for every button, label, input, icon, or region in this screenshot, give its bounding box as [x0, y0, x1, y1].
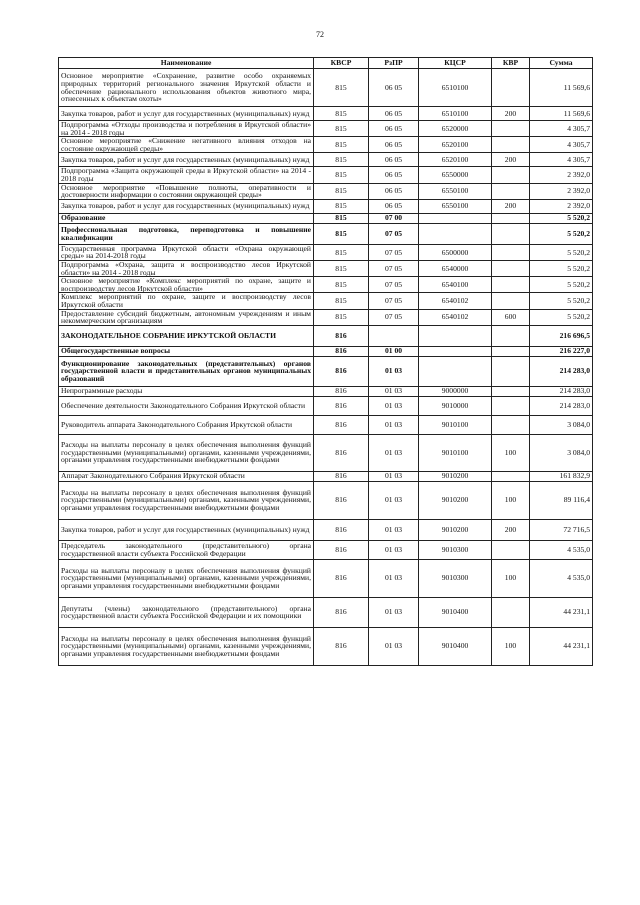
cell-kcsr: 9010400: [419, 627, 492, 665]
cell-kcsr: 9010300: [419, 540, 492, 559]
cell-sum: 5 520,2: [530, 213, 593, 223]
table-row: [59, 69, 593, 107]
cell-kcsr: 9010400: [419, 597, 492, 627]
cell-sum: 161 832,9: [530, 471, 593, 481]
cell-name: Профессиональная подготовка, переподготовка и повышение квалификации: [59, 223, 314, 244]
cell-kvsr: 816: [314, 627, 369, 665]
cell-kvsr: 816: [314, 415, 369, 434]
cell-name: ЗАКОНОДАТЕЛЬНОЕ СОБРАНИЕ ИРКУТСКОЙ ОБЛАСТИ: [59, 325, 314, 346]
cell-rzpr: 01 03: [369, 396, 419, 415]
table-row: [59, 260, 593, 276]
cell-name: Основное мероприятие «Снижение негативного влияния отходов на состояние окружающей среды»: [59, 137, 314, 153]
cell-kvsr: 816: [314, 346, 369, 356]
cell-kvr: [492, 213, 530, 223]
cell-kcsr: 6520100: [419, 153, 492, 167]
table-row: [59, 627, 593, 665]
cell-rzpr: 01 03: [369, 519, 419, 540]
cell-kvr: [492, 325, 530, 346]
cell-name: Расходы на выплаты персоналу в целях обеспечения выполнения функций государственными (муниципальными) органами, казенными учреждениями, органами управления государственными внебюджетными фондами: [59, 627, 314, 665]
cell-kcsr: 6510100: [419, 69, 492, 107]
cell-sum: 214 283,0: [530, 396, 593, 415]
cell-name: Аппарат Законодательного Собрания Иркутской области: [59, 471, 314, 481]
cell-rzpr: 06 05: [369, 69, 419, 107]
header-kcsr: КЦСР: [419, 58, 492, 69]
cell-kvr: 200: [492, 153, 530, 167]
cell-kcsr: [419, 346, 492, 356]
cell-sum: 5 520,2: [530, 277, 593, 293]
cell-kcsr: 6540102: [419, 293, 492, 309]
cell-kvr: 600: [492, 309, 530, 325]
cell-rzpr: 01 03: [369, 481, 419, 519]
cell-name: Расходы на выплаты персоналу в целях обеспечения выполнения функций государственными (муниципальными) органами, казенными учреждениями, органами управления государственными внебюджетными фондами: [59, 481, 314, 519]
cell-name: Обеспечение деятельности Законодательного Собрания Иркутской области: [59, 396, 314, 415]
cell-name: Предоставление субсидий бюджетным, автономным учреждениям и иным некоммерческим организациям: [59, 309, 314, 325]
cell-kcsr: 9010300: [419, 559, 492, 597]
header-name: Наименование: [59, 58, 314, 69]
cell-kcsr: 6540102: [419, 309, 492, 325]
cell-kvsr: 815: [314, 153, 369, 167]
cell-name: Государственная программа Иркутской области «Охрана окружающей среды» на 2014-2018 годы: [59, 244, 314, 260]
cell-kvsr: 816: [314, 325, 369, 346]
cell-rzpr: 07 05: [369, 223, 419, 244]
table-row: [59, 325, 593, 346]
cell-kcsr: 9010100: [419, 415, 492, 434]
cell-rzpr: 01 03: [369, 415, 419, 434]
cell-sum: 11 569,6: [530, 107, 593, 121]
cell-kvsr: 815: [314, 223, 369, 244]
cell-kvsr: 815: [314, 213, 369, 223]
cell-kcsr: [419, 223, 492, 244]
cell-kcsr: 6520000: [419, 121, 492, 137]
cell-sum: 3 084,0: [530, 434, 593, 471]
table-row: [59, 519, 593, 540]
cell-kvr: 100: [492, 481, 530, 519]
cell-rzpr: 01 03: [369, 540, 419, 559]
cell-name: Образование: [59, 213, 314, 223]
cell-kcsr: [419, 325, 492, 346]
cell-rzpr: 06 05: [369, 199, 419, 213]
page-number: 72: [316, 30, 324, 39]
cell-kvsr: 816: [314, 434, 369, 471]
cell-name: Основное мероприятие «Сохранение, развитие особо охраняемых природных территорий регионального значения Иркутской области и обеспечение рационального использования объектов животного мира, отнесенных к объектам охоты»: [59, 69, 314, 107]
table-row: [59, 223, 593, 244]
cell-kcsr: 9010200: [419, 471, 492, 481]
cell-kcsr: 6550000: [419, 167, 492, 183]
cell-sum: 4 305,7: [530, 137, 593, 153]
cell-rzpr: 07 05: [369, 260, 419, 276]
cell-kvr: [492, 69, 530, 107]
cell-kvr: 100: [492, 627, 530, 665]
cell-name: Подпрограмма «Защита окружающей среды в Иркутской области» на 2014 - 2018 годы: [59, 167, 314, 183]
cell-kvsr: 815: [314, 69, 369, 107]
cell-kcsr: 9010000: [419, 396, 492, 415]
cell-kcsr: 9010200: [419, 519, 492, 540]
cell-sum: 11 569,6: [530, 69, 593, 107]
table-body: [59, 69, 593, 666]
cell-sum: 216 696,5: [530, 325, 593, 346]
table-row: [59, 199, 593, 213]
cell-kvr: 200: [492, 199, 530, 213]
cell-kvr: [492, 223, 530, 244]
cell-kcsr: 6540000: [419, 260, 492, 276]
table-row: [59, 356, 593, 386]
cell-rzpr: 07 05: [369, 293, 419, 309]
cell-kcsr: 6540100: [419, 277, 492, 293]
cell-kvsr: 815: [314, 137, 369, 153]
cell-kvsr: 816: [314, 386, 369, 396]
table-row: [59, 183, 593, 199]
cell-sum: 5 520,2: [530, 244, 593, 260]
cell-name: Расходы на выплаты персоналу в целях обеспечения выполнения функций государственными (муниципальными) органами, казенными учреждениями, органами управления государственными внебюджетными фондами: [59, 559, 314, 597]
cell-kvsr: 815: [314, 199, 369, 213]
cell-name: Комплекс мероприятий по охране, защите и воспроизводству лесов Иркутской области: [59, 293, 314, 309]
cell-name: Функционирование законодательных (представительных) органов государственной власти и представительных органов муниципальных образований: [59, 356, 314, 386]
cell-kvsr: 816: [314, 540, 369, 559]
table-row: [59, 137, 593, 153]
table-row: [59, 293, 593, 309]
cell-kvr: 100: [492, 434, 530, 471]
cell-name: Закупка товаров, работ и услуг для государственных (муниципальных) нужд: [59, 153, 314, 167]
cell-kvr: [492, 277, 530, 293]
cell-rzpr: 01 03: [369, 627, 419, 665]
cell-rzpr: [369, 325, 419, 346]
cell-rzpr: 07 05: [369, 244, 419, 260]
cell-name: Подпрограмма «Охрана, защита и воспроизводство лесов Иркутской области» на 2014 - 2018 годы: [59, 260, 314, 276]
cell-kvr: [492, 244, 530, 260]
cell-sum: 5 520,2: [530, 223, 593, 244]
table-row: [59, 153, 593, 167]
header-kvr: КВР: [492, 58, 530, 69]
cell-rzpr: 07 05: [369, 309, 419, 325]
cell-kvr: [492, 386, 530, 396]
cell-sum: 4 305,7: [530, 153, 593, 167]
cell-kcsr: [419, 356, 492, 386]
cell-kcsr: 9010100: [419, 434, 492, 471]
cell-rzpr: 07 05: [369, 277, 419, 293]
cell-kcsr: 9000000: [419, 386, 492, 396]
cell-sum: 216 227,0: [530, 346, 593, 356]
cell-rzpr: 06 05: [369, 121, 419, 137]
cell-kvsr: 816: [314, 559, 369, 597]
cell-kvr: 200: [492, 107, 530, 121]
cell-name: Основное мероприятие «Повышение полноты, оперативности и достоверности информации о состоянии окружающей среды»: [59, 183, 314, 199]
cell-rzpr: 01 03: [369, 559, 419, 597]
header-kvsr: КВСР: [314, 58, 369, 69]
cell-kvsr: 816: [314, 471, 369, 481]
table-row: [59, 386, 593, 396]
cell-name: Закупка товаров, работ и услуг для государственных (муниципальных) нужд: [59, 519, 314, 540]
table-row: [59, 540, 593, 559]
cell-kvsr: 815: [314, 277, 369, 293]
cell-name: Общегосударственные вопросы: [59, 346, 314, 356]
cell-name: Расходы на выплаты персоналу в целях обеспечения выполнения функций государственными (муниципальными) органами, казенными учреждениями, органами управления государственными внебюджетными фондами: [59, 434, 314, 471]
cell-kvr: [492, 597, 530, 627]
cell-rzpr: 06 05: [369, 167, 419, 183]
cell-rzpr: 01 03: [369, 386, 419, 396]
table-row: [59, 471, 593, 481]
cell-name: Закупка товаров, работ и услуг для государственных (муниципальных) нужд: [59, 107, 314, 121]
cell-sum: 5 520,2: [530, 293, 593, 309]
cell-rzpr: 01 03: [369, 434, 419, 471]
cell-kvsr: 816: [314, 396, 369, 415]
budget-table: [58, 57, 593, 666]
cell-kvr: [492, 346, 530, 356]
cell-rzpr: 01 03: [369, 356, 419, 386]
table-row: [59, 346, 593, 356]
cell-rzpr: 07 00: [369, 213, 419, 223]
cell-rzpr: 01 03: [369, 471, 419, 481]
cell-kcsr: 9010200: [419, 481, 492, 519]
cell-name: Руководитель аппарата Законодательного Собрания Иркутской области: [59, 415, 314, 434]
cell-sum: 2 392,0: [530, 167, 593, 183]
cell-sum: 44 231,1: [530, 597, 593, 627]
table-row: [59, 481, 593, 519]
cell-kvsr: 816: [314, 519, 369, 540]
table-row: [59, 167, 593, 183]
table-row: [59, 415, 593, 434]
cell-sum: 89 116,4: [530, 481, 593, 519]
cell-kvr: 100: [492, 559, 530, 597]
cell-sum: 3 084,0: [530, 415, 593, 434]
cell-kvsr: 815: [314, 309, 369, 325]
table-header-row: [59, 58, 593, 69]
cell-kvsr: 815: [314, 260, 369, 276]
cell-kvr: [492, 183, 530, 199]
cell-sum: 4 305,7: [530, 121, 593, 137]
cell-sum: 44 231,1: [530, 627, 593, 665]
cell-kvr: [492, 356, 530, 386]
table-row: [59, 213, 593, 223]
cell-kvsr: 816: [314, 597, 369, 627]
table-row: [59, 244, 593, 260]
header-rzpr: РзПР: [369, 58, 419, 69]
cell-rzpr: 06 05: [369, 183, 419, 199]
cell-kvr: [492, 293, 530, 309]
cell-kvsr: 816: [314, 481, 369, 519]
cell-name: Подпрограмма «Отходы производства и потребления в Иркутской области» на 2014 - 2018 годы: [59, 121, 314, 137]
table-row: [59, 597, 593, 627]
cell-kvsr: 816: [314, 356, 369, 386]
cell-kvsr: 815: [314, 183, 369, 199]
cell-kcsr: 6500000: [419, 244, 492, 260]
cell-kvr: [492, 396, 530, 415]
cell-kcsr: [419, 213, 492, 223]
cell-sum: 2 392,0: [530, 183, 593, 199]
cell-name: Депутаты (члены) законодательного (представительного) органа государственной власти субъекта Российской Федерации и их помощники: [59, 597, 314, 627]
cell-kvr: [492, 137, 530, 153]
header-sum: Сумма: [530, 58, 593, 69]
cell-kcsr: 6550100: [419, 183, 492, 199]
cell-kvsr: 815: [314, 293, 369, 309]
cell-name: Непрограммные расходы: [59, 386, 314, 396]
table-row: [59, 559, 593, 597]
cell-kcsr: 6550100: [419, 199, 492, 213]
cell-name: Председатель законодательного (представительного) органа государственной власти субъекта Российской Федерации: [59, 540, 314, 559]
cell-name: Закупка товаров, работ и услуг для государственных (муниципальных) нужд: [59, 199, 314, 213]
cell-sum: 2 392,0: [530, 199, 593, 213]
cell-kvsr: 815: [314, 167, 369, 183]
cell-sum: 4 535,0: [530, 540, 593, 559]
cell-kvsr: 815: [314, 121, 369, 137]
cell-rzpr: 06 05: [369, 107, 419, 121]
cell-name: Основное мероприятие «Комплекс мероприятий по охране, защите и воспроизводству лесов Иркутской области»: [59, 277, 314, 293]
cell-kvr: [492, 540, 530, 559]
cell-kvsr: 815: [314, 244, 369, 260]
cell-kvr: [492, 121, 530, 137]
cell-kcsr: 6510100: [419, 107, 492, 121]
table-row: [59, 434, 593, 471]
cell-sum: 72 716,5: [530, 519, 593, 540]
table-row: [59, 107, 593, 121]
cell-rzpr: 01 03: [369, 597, 419, 627]
cell-rzpr: 06 05: [369, 153, 419, 167]
cell-sum: 214 283,0: [530, 386, 593, 396]
table-row: [59, 277, 593, 293]
cell-rzpr: 01 00: [369, 346, 419, 356]
cell-sum: 4 535,0: [530, 559, 593, 597]
cell-kvr: [492, 415, 530, 434]
cell-kvsr: 815: [314, 107, 369, 121]
cell-kvr: [492, 471, 530, 481]
table-row: [59, 309, 593, 325]
cell-rzpr: 06 05: [369, 137, 419, 153]
cell-kvr: [492, 167, 530, 183]
cell-kvr: [492, 260, 530, 276]
cell-sum: 5 520,2: [530, 309, 593, 325]
cell-sum: 214 283,0: [530, 356, 593, 386]
table-row: [59, 396, 593, 415]
cell-kvr: 200: [492, 519, 530, 540]
cell-kcsr: 6520100: [419, 137, 492, 153]
cell-sum: 5 520,2: [530, 260, 593, 276]
table-row: [59, 121, 593, 137]
